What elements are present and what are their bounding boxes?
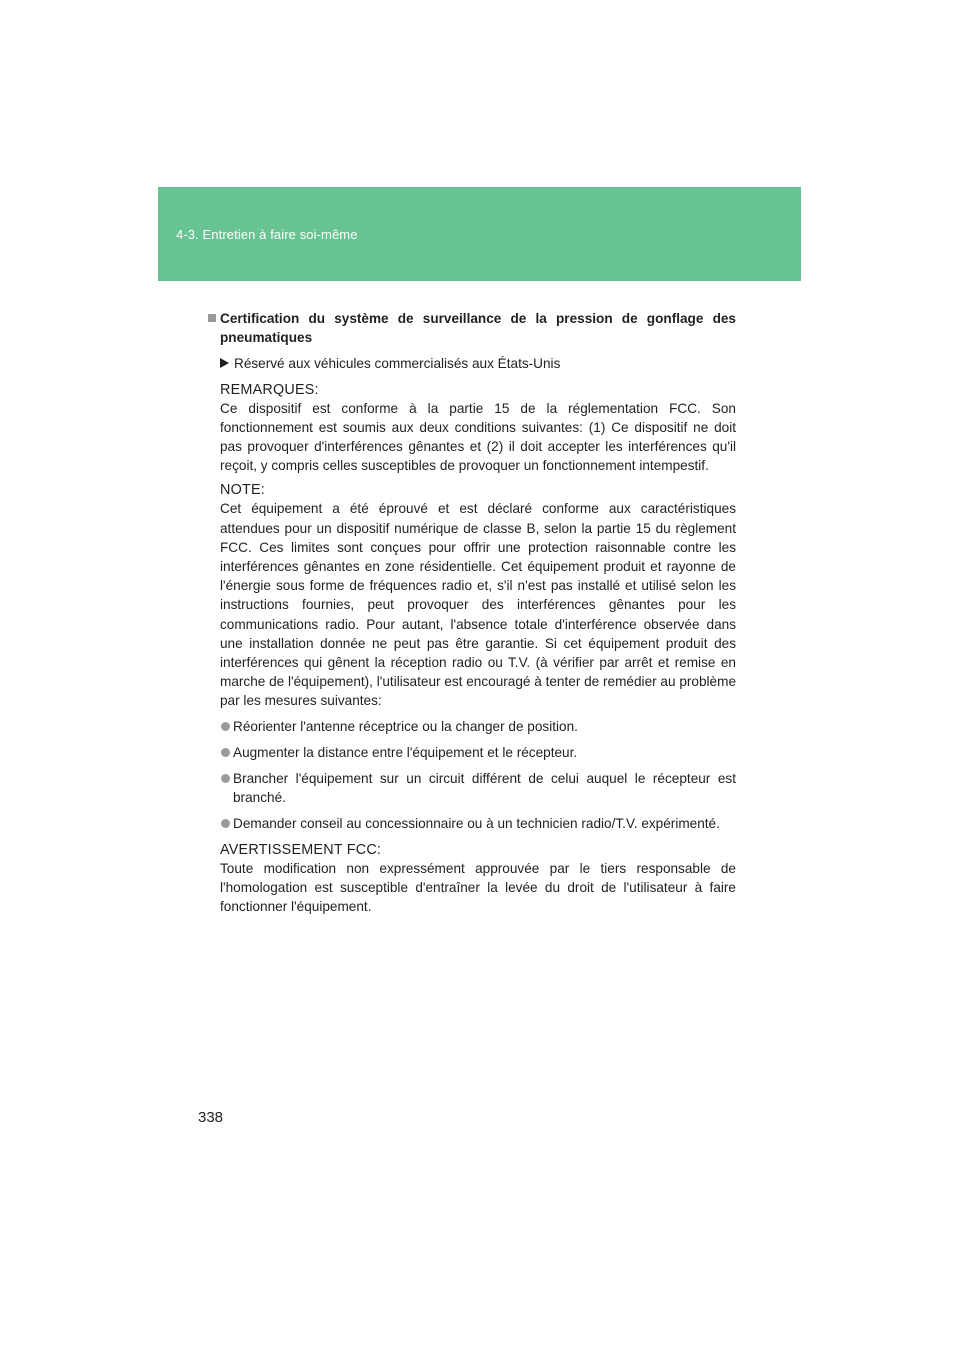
list-item-text: Demander conseil au concessionnaire ou à un technicien radio/T.V. expérimenté.	[233, 816, 720, 832]
note-block	[208, 481, 736, 710]
fcc-warning-text: Toute modification non expressément approuvée par le tiers responsable de l'homologation est susceptible d'entraîner la levée du droit de l'utilisateur à faire fonctionner l'équipement.	[220, 860, 736, 915]
region-note	[208, 354, 736, 373]
list-item	[208, 717, 736, 736]
section-heading-text: Certification du système de surveillance de la pression de gonflage des pneumatiques	[220, 311, 736, 346]
round-bullet-icon	[221, 774, 230, 783]
fcc-warning-label: AVERTISSEMENT FCC:	[220, 841, 382, 858]
list-item-text: Brancher l'équipement sur un circuit différent de celui auquel le récepteur est branché.	[233, 771, 736, 806]
remarques-block	[208, 381, 736, 476]
remarques-text: Ce dispositif est conforme à la partie 15 de la réglementation FCC. Son fonctionnement est soumis aux deux conditions suivantes: (1) Ce dispositif ne doit pas provoquer d'interférences gênantes et (2) il doit accepter les interférences qu'il reçoit, y compris celles susceptibles de provoquer un fonctionnement intempestif.	[220, 400, 736, 474]
round-bullet-icon	[221, 748, 230, 757]
note-text: Cet équipement a été éprouvé et est déclaré conforme aux caractéristiques attendues pour un dispositif numérique de classe B, selon la partie 15 du règlement FCC. Ces limites sont conçues pour offrir une protection raisonnable contre les interférences gênantes en zone résidentielle. Cet équipement produit et rayonne de l'énergie sous forme de fréquences radio et, s'il n'est pas installé et utilisé selon les instructions fournies, peut provoquer des interférences gênantes pour les communications radio. Pour autant, l'absence totale d'interférence observée dans une installation donnée ne peut pas être garantie. Si cet équipement produit des interférences qui gênent la réception radio ou T.V. (à vérifier par arrêt et remise en marche de l'équipement), l'utilisateur est encouragé à tenter de remédier au problème par les mesures suivantes:	[220, 501, 736, 709]
chapter-title: 4-3. Entretien à faire soi-même	[176, 227, 358, 242]
section-heading	[208, 309, 736, 347]
square-bullet-icon	[208, 314, 216, 322]
page-number: 338	[198, 1109, 224, 1126]
list-item-text: Réorienter l'antenne réceptrice ou la changer de position.	[233, 718, 578, 734]
round-bullet-icon	[221, 819, 230, 828]
list-item	[208, 743, 736, 762]
measures-list	[208, 717, 736, 834]
triangle-right-icon	[220, 358, 229, 368]
list-item	[208, 814, 736, 833]
header-band	[158, 187, 801, 281]
list-item-text: Augmenter la distance entre l'équipement et le récepteur.	[233, 744, 578, 760]
note-label: NOTE:	[220, 482, 265, 499]
page-content	[208, 309, 736, 922]
list-item	[208, 769, 736, 807]
region-note-text: Réservé aux véhicules commercialisés aux États-Unis	[234, 356, 561, 372]
remarques-label: REMARQUES:	[220, 381, 319, 398]
fcc-warning-block	[208, 841, 736, 917]
round-bullet-icon	[221, 722, 230, 731]
